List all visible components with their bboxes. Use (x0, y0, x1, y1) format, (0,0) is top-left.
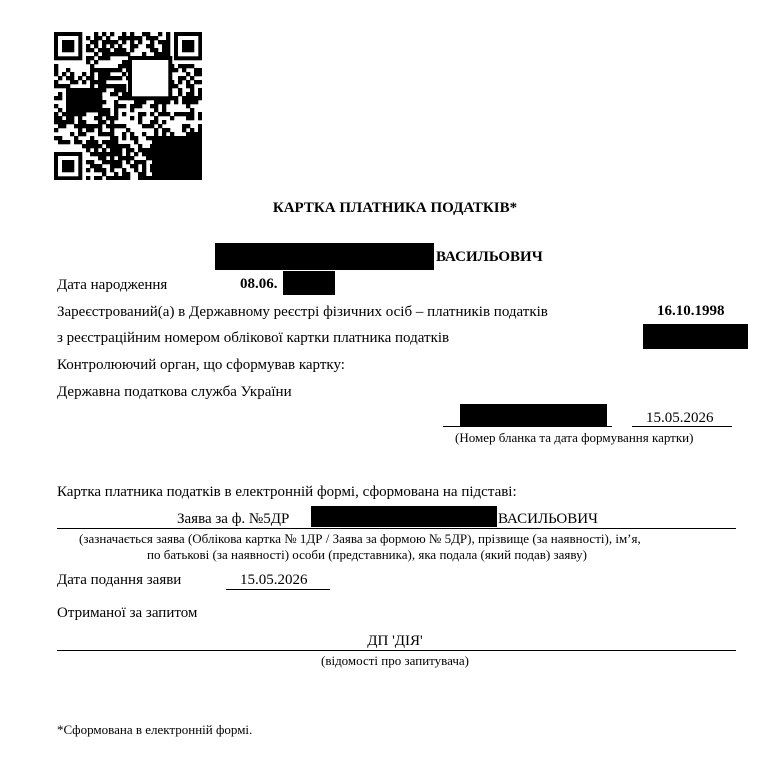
redacted-blank-number (460, 404, 607, 426)
page-title: КАРТКА ПЛАТНИКА ПОДАТКІВ* (272, 200, 518, 216)
requester-line (57, 650, 736, 651)
basis-caption-2: по батькові (за наявності) особи (представника), яка подала (який подав) заяву) (147, 547, 587, 562)
qr-code (54, 32, 202, 180)
basis-line (57, 528, 736, 529)
basis-caption-1: (зазначається заява (Облікова картка № 1ДР / Заява за формою № 5ДР), прізвище (за наявності), ім’я, (79, 531, 641, 546)
basis-label: Картка платника податків в електронній формі, сформована на підставі: (57, 484, 517, 500)
footnote: *Сформована в електронній формі. (57, 722, 253, 737)
authority-label: Контролюючий орган, що сформував картку: (57, 357, 345, 373)
blank-date-line (632, 426, 732, 427)
registration-date: 16.10.1998 (657, 303, 725, 319)
received-label: Отриманої за запитом (57, 605, 198, 621)
person-patronymic: ВАСИЛЬОВИЧ (436, 249, 543, 265)
blank-number-line (443, 426, 612, 427)
application-date-line (226, 589, 330, 590)
application-date-value: 15.05.2026 (240, 572, 308, 588)
registration-line-2: з реєстраційним номером облікової картки платника податків (57, 330, 450, 346)
birth-date-label: Дата народження (57, 277, 168, 293)
requester-value: ДП 'ДІЯ' (367, 633, 423, 649)
redacted-name (215, 243, 434, 270)
blank-caption: (Номер бланка та дата формування картки) (455, 430, 694, 445)
application-date-label: Дата подання заяви (57, 572, 182, 588)
basis-patronymic: ВАСИЛЬОВИЧ (498, 511, 598, 527)
requester-caption: (відомості про запитувача) (320, 653, 470, 668)
redacted-birth-year (283, 271, 335, 295)
registration-line-1: Зареєстрований(а) в Державному реєстрі фізичних осіб – платників податків (57, 304, 548, 320)
birth-date-value: 08.06. (240, 276, 278, 292)
basis-prefix: Заява за ф. №5ДР (177, 511, 290, 527)
redacted-tax-number (643, 324, 748, 349)
redacted-applicant-name (311, 506, 497, 527)
blank-date: 15.05.2026 (646, 410, 714, 426)
authority-value: Державна податкова служба України (57, 384, 292, 400)
